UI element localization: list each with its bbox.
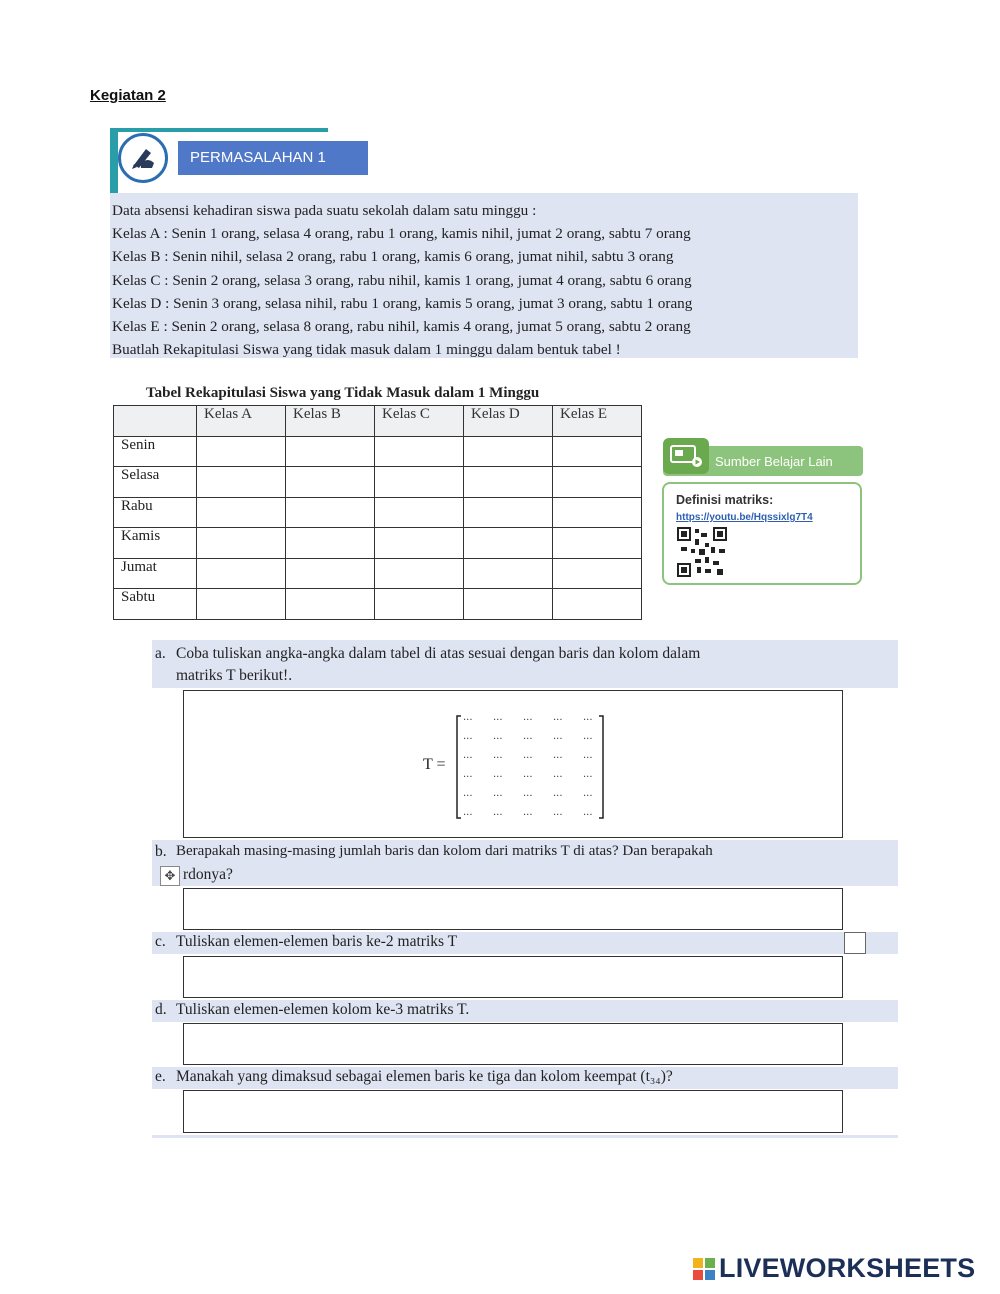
svg-text:...: ... xyxy=(463,750,473,761)
table-cell-input[interactable] xyxy=(553,497,642,528)
question-b-label: b. xyxy=(155,843,167,860)
table-cell-input[interactable] xyxy=(464,436,553,467)
table-cell-input[interactable] xyxy=(553,558,642,589)
question-d-label: d. xyxy=(155,1001,167,1018)
table-row xyxy=(114,589,642,620)
svg-text:...: ... xyxy=(523,712,533,723)
svg-text:...: ... xyxy=(553,788,563,799)
svg-text:...: ... xyxy=(583,788,593,799)
svg-text:...: ... xyxy=(553,750,563,761)
svg-text:...: ... xyxy=(463,788,473,799)
table-cell-input[interactable] xyxy=(375,558,464,589)
problem-title: PERMASALAHAN 1 xyxy=(178,141,368,175)
recap-table xyxy=(113,405,642,620)
column-header: Kelas B xyxy=(286,406,375,437)
svg-text:...: ... xyxy=(553,807,563,818)
svg-text:...: ... xyxy=(463,731,473,742)
table-cell-input[interactable] xyxy=(375,497,464,528)
svg-text:...: ... xyxy=(463,807,473,818)
column-header: Kelas C xyxy=(375,406,464,437)
youtube-link[interactable]: https://youtu.be/Hqssixlg7T4 xyxy=(676,512,813,523)
question-c-label: c. xyxy=(155,933,166,950)
problem-line: Data absensi kehadiran siswa pada suatu sekolah dalam satu minggu : xyxy=(112,202,537,219)
table-cell-input[interactable] xyxy=(286,436,375,467)
row-header: Selasa xyxy=(114,467,197,498)
table-title: Tabel Rekapitulasi Siswa yang Tidak Masuk dalam 1 Minggu xyxy=(146,385,540,401)
table-cell-input[interactable] xyxy=(464,467,553,498)
table-cell-input[interactable] xyxy=(553,589,642,620)
definisi-label: Definisi matriks: xyxy=(676,493,774,507)
problem-line: Kelas C : Senin 2 orang, selasa 3 orang, rabu nihil, kamis 1 orang, jumat 4 orang, sabtu 6 orang xyxy=(112,271,692,289)
question-a-label: a. xyxy=(155,645,166,662)
table-cell-input[interactable] xyxy=(286,497,375,528)
problem-accent-side xyxy=(110,128,118,194)
svg-text:...: ... xyxy=(553,769,563,780)
answer-e-box[interactable] xyxy=(183,1090,843,1133)
question-d-text: Tuliskan elemen-elemen kolom ke-3 matriks T. xyxy=(176,1001,470,1018)
matrix-brackets xyxy=(455,712,607,822)
table-cell-input[interactable] xyxy=(197,528,286,559)
problem-line: Kelas E : Senin 2 orang, selasa 8 orang, rabu nihil, kamis 4 orang, jumat 5 orang, sabtu 2 orang xyxy=(112,318,691,336)
row-header: Senin xyxy=(114,436,197,467)
brand-wordmark: LIVEWORKSHEETS xyxy=(719,1253,976,1283)
svg-text:...: ... xyxy=(583,769,593,780)
answer-c-box[interactable] xyxy=(183,956,843,998)
table-row xyxy=(114,558,642,589)
problem-text xyxy=(112,199,858,361)
row-header: Rabu xyxy=(114,497,197,528)
svg-text:...: ... xyxy=(583,750,593,761)
svg-text:...: ... xyxy=(583,712,593,723)
qr-code-icon xyxy=(677,527,727,577)
table-cell-input[interactable] xyxy=(286,589,375,620)
svg-text:...: ... xyxy=(523,769,533,780)
sumber-belajar-title: Sumber Belajar Lain xyxy=(715,454,833,469)
table-cell-input[interactable] xyxy=(375,589,464,620)
svg-text:...: ... xyxy=(523,807,533,818)
table-cell-input[interactable] xyxy=(464,528,553,559)
table-cell-input[interactable] xyxy=(197,436,286,467)
svg-text:...: ... xyxy=(523,750,533,761)
svg-text:...: ... xyxy=(493,712,503,723)
table-cell-input[interactable] xyxy=(553,528,642,559)
table-row xyxy=(114,467,642,498)
svg-text:...: ... xyxy=(493,769,503,780)
column-header: Kelas E xyxy=(553,406,642,437)
problem-line: Kelas D : Senin 3 orang, selasa nihil, rabu 1 orang, kamis 5 orang, jumat 3 orang, sabtu 1 orang xyxy=(112,294,693,312)
table-cell-input[interactable] xyxy=(197,467,286,498)
page-heading: Kegiatan 2 xyxy=(90,87,166,104)
move-handle-icon[interactable]: ✥ xyxy=(160,866,180,886)
table-cell-input[interactable] xyxy=(553,467,642,498)
problem-accent-bar xyxy=(110,128,328,132)
svg-text:...: ... xyxy=(523,731,533,742)
row-header: Sabtu xyxy=(114,589,197,620)
table-cell-input[interactable] xyxy=(375,467,464,498)
table-cell-input[interactable] xyxy=(464,497,553,528)
section-divider xyxy=(152,1135,898,1138)
svg-text:...: ... xyxy=(493,807,503,818)
liveworksheets-logo-icon xyxy=(693,1258,715,1280)
svg-text:...: ... xyxy=(583,807,593,818)
column-header: Kelas D xyxy=(464,406,553,437)
svg-text:...: ... xyxy=(493,731,503,742)
question-e-text: Manakah yang dimaksud sebagai elemen baris ke tiga dan kolom keempat (t₃₄)? xyxy=(176,1068,673,1085)
svg-text:...: ... xyxy=(553,731,563,742)
table-cell-input[interactable] xyxy=(286,528,375,559)
answer-b-box[interactable] xyxy=(183,888,843,930)
svg-text:...: ... xyxy=(463,712,473,723)
question-b-text-line2: rdonya? xyxy=(183,866,233,883)
row-header: Kamis xyxy=(114,528,197,559)
video-screen-icon xyxy=(663,438,709,474)
table-cell-input[interactable] xyxy=(375,528,464,559)
svg-text:...: ... xyxy=(523,788,533,799)
table-cell-input[interactable] xyxy=(464,558,553,589)
svg-text:...: ... xyxy=(493,750,503,761)
problem-line: Buatlah Rekapitulasi Siswa yang tidak masuk dalam 1 minggu dalam bentuk tabel ! xyxy=(112,341,621,359)
question-a-text-line1: Coba tuliskan angka-angka dalam tabel di atas sesuai dengan baris dan kolom dalam xyxy=(176,645,701,662)
table-corner-cell xyxy=(114,406,197,437)
table-cell-input[interactable] xyxy=(197,497,286,528)
svg-text:...: ... xyxy=(583,731,593,742)
checkbox[interactable] xyxy=(844,932,866,954)
table-cell-input[interactable] xyxy=(286,467,375,498)
table-cell-input[interactable] xyxy=(375,436,464,467)
table-cell-input[interactable] xyxy=(197,558,286,589)
answer-d-box[interactable] xyxy=(183,1023,843,1065)
table-cell-input[interactable] xyxy=(197,589,286,620)
matrix-label: T = xyxy=(423,756,446,773)
table-cell-input[interactable] xyxy=(553,436,642,467)
question-a-text-line2: matriks T berikut!. xyxy=(176,667,293,684)
table-row xyxy=(114,528,642,559)
row-header: Jumat xyxy=(114,558,197,589)
problem-line: Kelas B : Senin nihil, selasa 2 orang, rabu 1 orang, kamis 6 orang, jumat nihil, sabtu 3 orang xyxy=(112,248,674,266)
pencil-hand-icon xyxy=(118,133,168,183)
table-cell-input[interactable] xyxy=(464,589,553,620)
svg-text:...: ... xyxy=(463,769,473,780)
column-header: Kelas A xyxy=(197,406,286,437)
table-row xyxy=(114,436,642,467)
table-header-row xyxy=(114,406,642,437)
question-b-text-line1: Berapakah masing-masing jumlah baris dan kolom dari matriks T di atas? Dan berapakah xyxy=(176,843,713,859)
svg-text:...: ... xyxy=(493,788,503,799)
question-c-text: Tuliskan elemen-elemen baris ke-2 matriks T xyxy=(176,933,458,950)
svg-text:...: ... xyxy=(553,712,563,723)
problem-line: Kelas A : Senin 1 orang, selasa 4 orang, rabu 1 orang, kamis nihil, jumat 2 orang, sabtu 7 orang xyxy=(112,225,691,243)
table-cell-input[interactable] xyxy=(286,558,375,589)
question-e-label: e. xyxy=(155,1068,166,1085)
table-row xyxy=(114,497,642,528)
sumber-belajar-header xyxy=(663,446,863,476)
